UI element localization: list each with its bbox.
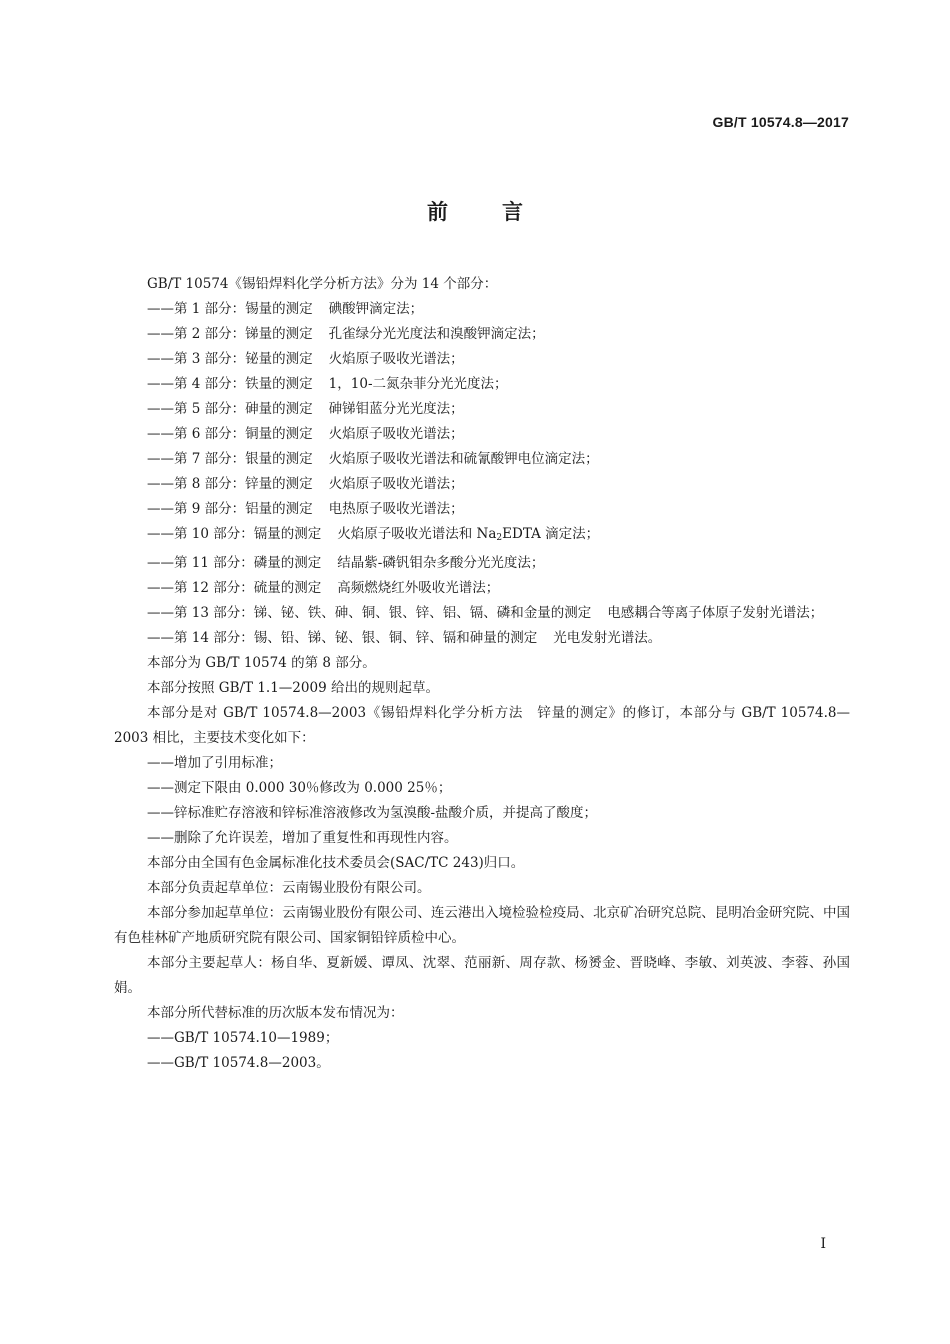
list-item: ——第 5 部分：砷量的测定 砷锑钼蓝分光光度法； [147,401,464,417]
list-item: ——第 3 部分：铋量的测定 火焰原子吸收光谱法； [147,351,464,367]
parts-list [114,297,850,651]
list-item: ——第 2 部分：锑量的测定 孔雀绿分光光度法和溴酸钾滴定法； [147,326,545,342]
history-intro-paragraph: 本部分所代替标准的历次版本发布情况为： [147,1005,404,1021]
list-item: ——第 13 部分：锑、铋、铁、砷、铜、银、锌、铝、镉、磷和金量的测定 电感耦合等离子体原子发射光谱法； [147,605,824,621]
list-item: ——第 12 部分：硫量的测定 高频燃烧红外吸收光谱法； [147,580,500,596]
participating-units-paragraph: 本部分参加起草单位：云南锡业股份有限公司、连云港出入境检验检疫局、北京矿冶研究总院、昆明冶金研究院、中国有色桂林矿产地质研究院有限公司、国家铜铅锌质检中心。 [114,905,850,946]
list-item: ——第 10 部分：镉量的测定 火焰原子吸收光谱法和 $Na_2EDTA$ 滴定法； [147,526,600,543]
drafting-rules-paragraph: 本部分按照 GB/T 1.1—2009 给出的规则起草。 [147,680,439,696]
drafters-paragraph: 本部分主要起草人：杨自华、夏新媛、谭凤、沈翠、范丽新、周存款、杨赟金、晋晓峰、李敏、刘英波、李蓉、孙国娟。 [114,955,850,996]
list-item: ——增加了引用标准； [147,755,282,771]
changes-list [114,751,850,851]
responsible-unit-paragraph: 本部分负责起草单位：云南锡业股份有限公司。 [147,880,431,896]
list-item: ——锌标准贮存溶液和锌标准溶液修改为氢溴酸-盐酸介质，并提高了酸度； [147,805,598,821]
history-list [114,1026,850,1076]
proposed-by-paragraph: 本部分由全国有色金属标准化技术委员会(SAC/TC 243)归口。 [147,855,525,871]
revision-paragraph: 本部分是对 GB/T 10574.8—2003《锡铅焊料化学分析方法 锌量的测定》的修订，本部分与 GB/T 10574.8—2003 相比，主要技术变化如下： [114,705,851,746]
foreword-body [114,272,850,1076]
standard-number: GB/T 10574.8—2017 [712,114,849,130]
list-item: ——第 8 部分：锌量的测定 火焰原子吸收光谱法； [147,476,464,492]
list-item: ——第 4 部分：铁量的测定 1，10-二氮杂菲分光光度法； [147,376,508,392]
list-item: ——第 1 部分：锡量的测定 碘酸钾滴定法； [147,301,424,317]
list-item: ——GB/T 10574.8—2003。 [147,1055,330,1071]
list-item: ——删除了允许误差，增加了重复性和再现性内容。 [147,830,458,846]
list-item: ——第 9 部分：铝量的测定 电热原子吸收光谱法； [147,501,464,517]
page-number: I [820,1236,826,1252]
list-item: ——第 6 部分：铜量的测定 火焰原子吸收光谱法； [147,426,464,442]
intro-paragraph: GB/T 10574《锡铅焊料化学分析方法》分为 14 个部分： [147,276,498,292]
list-item: ——第 7 部分：银量的测定 火焰原子吸收光谱法和硫氰酸钾电位滴定法； [147,451,599,467]
list-item: ——测定下限由 0.000 30％修改为 0.000 25％； [147,780,452,796]
list-item: ——GB/T 10574.10—1989； [147,1030,339,1046]
part-of-paragraph: 本部分为 GB/T 10574 的第 8 部分。 [147,655,376,671]
page-title: 前言 [427,200,577,224]
list-item: ——第 14 部分：锡、铅、锑、铋、银、铜、锌、镉和砷量的测定 光电发射光谱法。 [147,630,662,646]
list-item: ——第 11 部分：磷量的测定 结晶紫-磷钒钼杂多酸分光光度法； [147,555,545,571]
